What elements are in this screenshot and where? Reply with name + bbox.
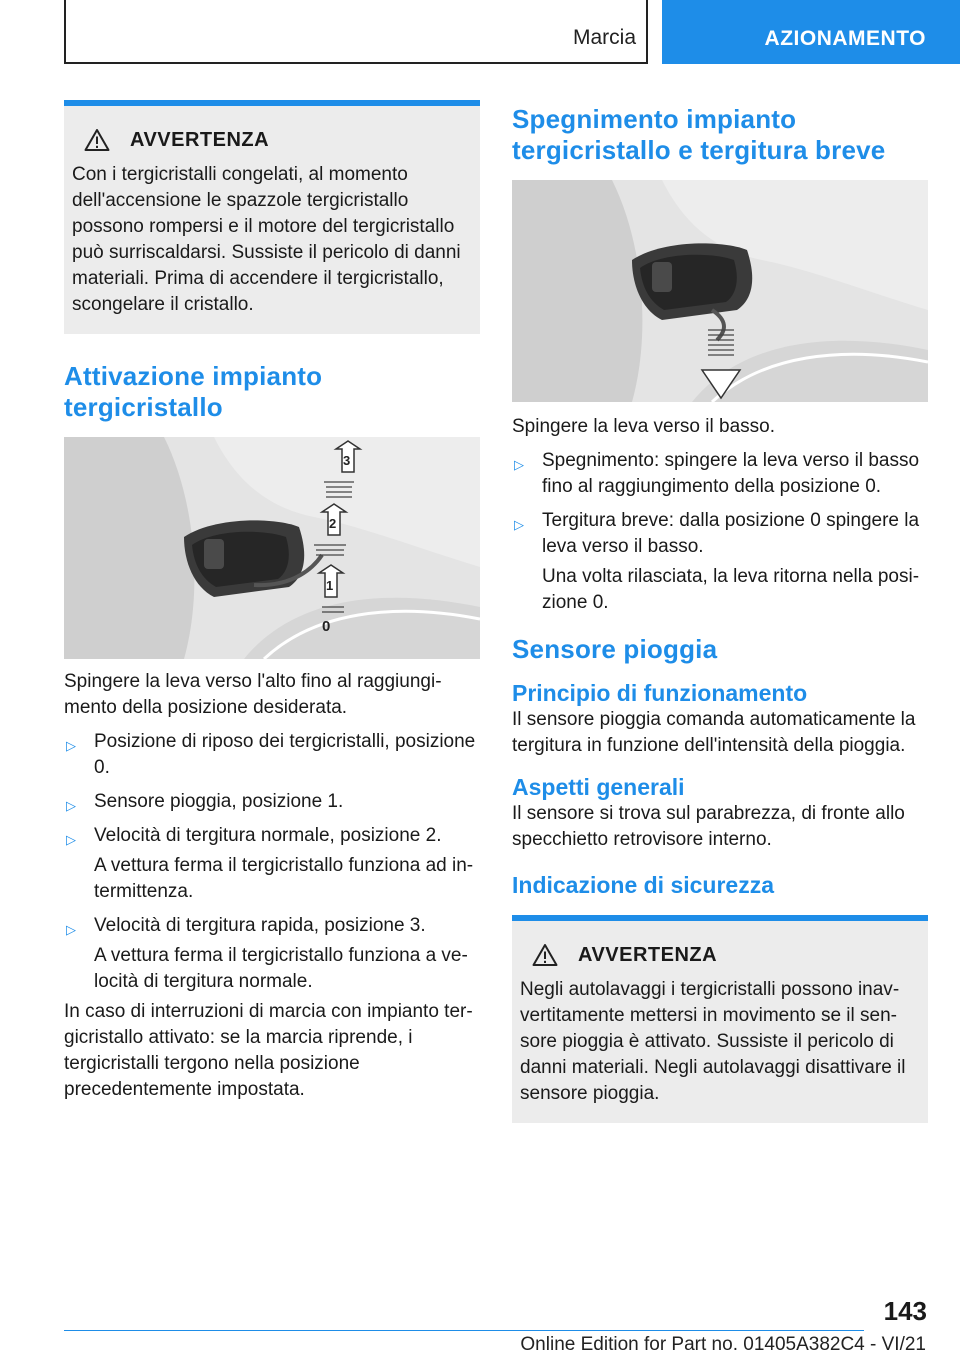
- page-number: 143: [883, 1296, 927, 1326]
- warning-title: AVVERTENZA: [130, 128, 270, 151]
- figure-wiper-lever-up: [64, 437, 480, 659]
- shutoff-list: [512, 448, 928, 616]
- heading-general: Aspetti generali: [512, 774, 685, 800]
- heading-safety: Indicazione di sicurezza: [512, 872, 775, 898]
- list-item-note: A vettura ferma il tergicristallo funziona a velocità di tergitura normale.: [94, 945, 468, 992]
- activation-list: [64, 729, 480, 995]
- principle-text: Il sensore pioggia comanda automaticamente la tergitura in funzione dell'intensità della pioggia.: [512, 709, 916, 756]
- footer-edition: Online Edition for Part no. 01405A382C4 - VI/21: [520, 1334, 926, 1355]
- list-arrow-icon: ▷: [66, 922, 76, 937]
- list-arrow-icon: ▷: [514, 457, 524, 472]
- list-arrow-icon: ▷: [514, 517, 524, 532]
- warning-text: Negli autolavaggi i tergicristalli possono inavvertitamente mettersi in movimento se il sensore pioggia è attivato. Sussiste il pericolo di danni materiali. Negli autolavaggi disattivare il sensore pioggia.: [520, 979, 906, 1104]
- shutoff-intro: Spingere la leva verso il basso.: [512, 416, 775, 437]
- heading-activation: Attivazione impianto tergicristallo: [64, 361, 323, 422]
- heading-shutoff: Spegnimento impianto tergicristallo e tergitura breve: [512, 104, 886, 165]
- warning-text: Con i tergicristalli congelati, al momento dell'accensione le spazzole tergicristallo possono rompersi e il motore del tergicristallo può surriscaldarsi. Sussiste il pericolo di danni materiali. Prima di accendere il tergicristallo, scongelare il cristallo.: [72, 164, 461, 315]
- list-arrow-icon: ▷: [66, 798, 76, 813]
- list-item: ▷ Tergitura breve: dalla posizione 0 spingere la leva verso il basso.: [514, 510, 920, 557]
- list-item: ▷ Sensore pioggia, posizione 1.: [64, 789, 480, 815]
- figure-wiper-lever-down: [512, 180, 928, 402]
- list-arrow-icon: ▷: [66, 832, 76, 847]
- right-column: [512, 100, 928, 1123]
- activation-intro: Spingere la leva verso l'alto fino al raggiungimento della posizione desiderata.: [64, 671, 442, 718]
- figure-label-1: 1: [326, 578, 334, 593]
- figure-label-3: 3: [343, 453, 351, 468]
- list-item: ▷ Velocità di tergitura rapida, posizione 3.: [64, 913, 480, 939]
- list-item: ▷ Spegnimento: spingere la leva verso il basso fino al raggiungimento della posizione 0.: [514, 450, 920, 497]
- list-arrow-icon: ▷: [66, 738, 76, 753]
- figure-label-0: 0: [322, 618, 331, 635]
- header-chapter-tab: AZIONAMENTO: [662, 0, 960, 64]
- list-item-note: A vettura ferma il tergicristallo funziona ad intermittenza.: [94, 855, 474, 902]
- list-item: ▷ Posizione di riposo dei tergicristalli, posizione 0.: [66, 731, 476, 778]
- wiper-lever-up-illustration: [64, 437, 480, 659]
- wiper-lever-down-illustration: [512, 180, 928, 402]
- header-section-title: Marcia: [572, 26, 636, 49]
- list-item: ▷ Velocità di tergitura normale, posizione 2.: [64, 823, 480, 849]
- warning-triangle-icon: [84, 128, 110, 152]
- list-item-note: Una volta rilasciata, la leva ritorna nella posizione 0.: [542, 566, 920, 613]
- figure-label-2: 2: [329, 516, 337, 531]
- warning-box-frozen: [64, 100, 480, 334]
- left-column: [64, 100, 480, 1103]
- warning-title: AVVERTENZA: [578, 943, 718, 966]
- activation-outro: In caso di interruzioni di marcia con impianto tergicristallo attivato: se la marcia riprende, i tergicristalli tergono nella posizione precedentemente impostata.: [64, 1001, 473, 1100]
- heading-rain-sensor: Sensore pioggia: [512, 634, 718, 664]
- warning-triangle-icon: [532, 943, 558, 967]
- general-text: Il sensore si trova sul parabrezza, di fronte allo specchietto retrovisore interno.: [512, 803, 905, 850]
- heading-principle: Principio di funzionamento: [512, 680, 808, 706]
- footer-rule: [64, 1330, 864, 1331]
- warning-box-carwash: [512, 915, 928, 1123]
